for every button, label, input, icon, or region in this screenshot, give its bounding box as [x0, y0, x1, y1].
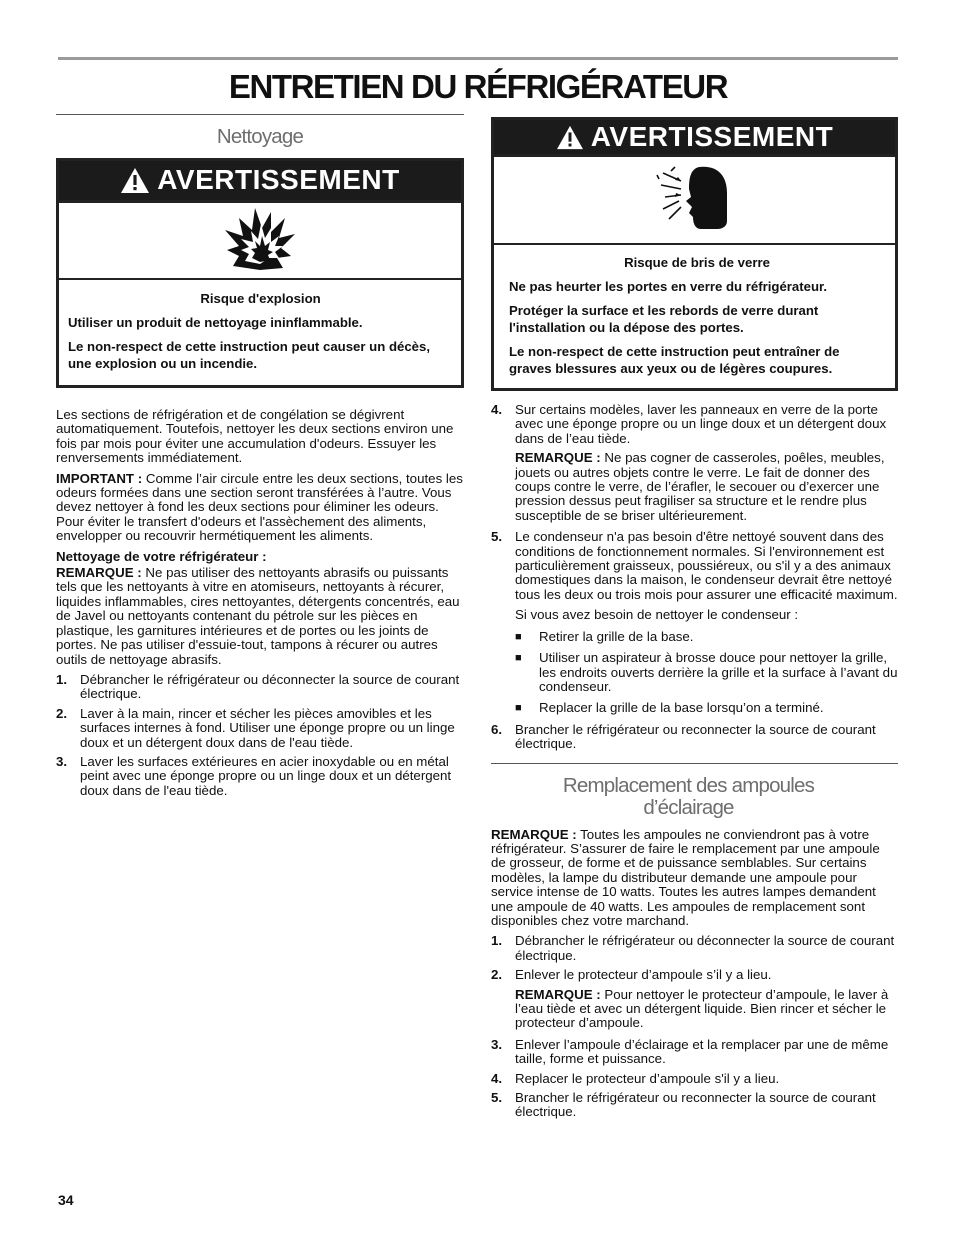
step-text: Enlever le protecteur d’ampoule s’il y a lieu. [515, 967, 772, 983]
warning-header-label: AVERTISSEMENT [590, 120, 834, 152]
list-item [491, 1038, 898, 1067]
step-text: Replacer le protecteur d’ampoule s'il y a lieu. [515, 1070, 780, 1086]
note-label: REMARQUE : [515, 450, 601, 466]
warning-header [59, 161, 461, 200]
list-item [56, 755, 464, 798]
square-bullet: ■ [515, 630, 522, 643]
square-bullet: ■ [515, 652, 522, 665]
list-item [491, 530, 898, 715]
important-label: IMPORTANT : [56, 470, 143, 486]
step-text: Laver à la main, rincer et sécher les pièces amovibles et les surfaces internes à fond. Utiliser une éponge propre ou un linge doux et un détergent doux dans de l'eau tiède. [80, 705, 455, 750]
list-item [491, 934, 898, 963]
warning-line-3: Le non-respect de cette instruction peut entraîner de graves blessures aux yeux ou de légères coupures. [509, 344, 840, 376]
step-text: Débrancher le réfrigérateur ou déconnecter la source de courant électrique. [80, 671, 460, 702]
list-item [491, 968, 898, 1031]
section-heading-bulbs [491, 775, 898, 819]
step-number: 6. [491, 721, 503, 737]
warning-header-label: AVERTISSEMENT [157, 164, 400, 196]
warning-text [59, 280, 461, 385]
bullet-text: Replacer la grille de la base lorsqu’on a terminé. [539, 700, 824, 716]
right-section-rule [491, 763, 898, 764]
list-item [56, 707, 464, 750]
step-note [515, 988, 898, 1031]
step-number: 4. [491, 402, 503, 417]
list-item [515, 651, 898, 694]
warning-pictogram-area [494, 154, 895, 245]
intro-paragraph: Les sections de réfrigération et de congélation se dégivrent automatiquement. Toutefois, nettoyer les deux sections environ une fois par mois pour éviter une accumulation d'odeurs. Essuyer les renversements immédiatement. [56, 407, 454, 466]
list-item [56, 673, 464, 702]
warning-line-2: Protéger la surface et les rebords de verre durant l'installation ou la dépose des portes. [509, 303, 819, 335]
step-note [515, 451, 898, 523]
condenser-bullets [515, 630, 898, 716]
heading-line-1: Remplacement des ampoules [562, 773, 815, 797]
step-text: Brancher le réfrigérateur ou reconnecter la source de courant électrique. [515, 721, 876, 752]
important-text: Comme l’air circule entre les deux sections, toutes les odeurs formées dans une section seront transférées à l’autre. Vous devez nettoyer à fond les deux sections pour éliminer les odeurs. Pour éviter le transfert d'odeurs et l'assèchement des aliments, envelopper ou recouvrir hermétiquement les aliments. [56, 470, 463, 544]
section-heading-nettoyage: Nettoyage [216, 125, 304, 148]
cleaning-note [56, 566, 464, 667]
note-text: Pour nettoyer le protecteur d’ampoule, le laver à l’eau tiède et avec un détergent liquide. Bien rincer et sécher le protecteur d’ampoule. [515, 986, 889, 1031]
step-text: Le condenseur n'a pas besoin d'être nettoyé souvent dans des conditions de fonctionnement normales. Si l'environnement est particulièrement graisseux, poussiéreux, ou s'il y a des animaux domestiques dans la maison, le condenseur devrait être nettoyé tous les deux ou trois mois pour assurer une efficacité maximum. [515, 529, 898, 602]
step-number: 2. [491, 967, 503, 983]
note-label: REMARQUE : [491, 826, 577, 842]
explosion-icon [225, 206, 295, 275]
step-number: 4. [491, 1070, 503, 1086]
left-section-rule [56, 114, 464, 115]
note-label: REMARQUE : [56, 565, 142, 581]
list-item [491, 1072, 898, 1086]
page-number: 34 [58, 1192, 74, 1208]
right-column [491, 117, 898, 1125]
warning-line-1: Utiliser un produit de nettoyage ininflammable. [68, 315, 363, 330]
list-item [515, 701, 898, 715]
warning-triangle-icon [120, 167, 150, 194]
list-item [491, 1091, 898, 1120]
note-text: Ne pas cogner de casseroles, poêles, meubles, jouets ou autres objets contre le verre. Le fait de donner des coups contre le verre, de l’érafler, le secouer ou d’exercer une pression dessus peut fragiliser sa structure et le rendre plus susceptible de se briser ultérieurement. [515, 450, 885, 523]
bulbs-note [491, 828, 898, 929]
note-text: Ne pas utiliser des nettoyants abrasifs ou puissants tels que les nettoyants à vitre en atomiseurs, nettoyants à récurer, liquides inflammables, cires nettoyantes, détergents concentrés, eau de Javel ou nettoyants contenant du pétrole sur les pièces en plastique, les garnitures intérieures et de portes ou les joints de portes. Ne pas utiliser d'essuie-tout, tampons à récurer ou autres outils de nettoyage abrasifs. [56, 565, 460, 667]
important-paragraph [56, 472, 464, 544]
warning-line-1: Ne pas heurter les portes en verre du réfrigérateur. [509, 279, 828, 294]
left-column [56, 114, 464, 803]
square-bullet: ■ [515, 702, 522, 715]
warning-pictogram-area [59, 200, 461, 280]
list-item [491, 403, 898, 523]
list-item [515, 630, 898, 644]
step-number: 1. [491, 933, 503, 949]
glass-shatter-face-icon [655, 163, 735, 236]
step-text: Brancher le réfrigérateur ou reconnecter la source de courant électrique. [515, 1090, 876, 1120]
step-number: 3. [56, 753, 68, 769]
step-text: Enlever l’ampoule d’éclairage et la remplacer par une de même taille, forme et puissance. [515, 1036, 889, 1067]
warning-header [494, 120, 895, 154]
step-subtext: Si vous avez besoin de nettoyer le condenseur : [515, 607, 799, 623]
top-rule [58, 57, 898, 60]
cleaning-steps [56, 673, 464, 798]
warning-box-glass [491, 117, 898, 391]
bullet-text: Retirer la grille de la base. [539, 628, 694, 644]
warning-box-explosion [56, 158, 464, 388]
step-text: Débrancher le réfrigérateur ou déconnecter la source de courant électrique. [515, 933, 895, 963]
step-number: 5. [491, 529, 503, 545]
warning-triangle-icon [556, 125, 584, 150]
bullet-text: Utiliser un aspirateur à brosse douce pour nettoyer la grille, les endroits ouverts derrière la grille et la surface à l’avant du condenseur. [539, 650, 898, 694]
cleaning-steps-continued [491, 403, 898, 752]
step-number: 1. [56, 671, 68, 687]
warning-text [494, 245, 895, 388]
cleaning-subhead: Nettoyage de votre réfrigérateur : [56, 548, 267, 564]
warning-risk: Risque d'explosion [200, 291, 321, 306]
step-number: 2. [56, 705, 68, 721]
step-number: 3. [491, 1036, 503, 1052]
step-text: Sur certains modèles, laver les panneaux en verre de la porte avec une éponge propre ou un linge doux et un détergent doux dans de l’eau tiède. [515, 402, 887, 446]
warning-line-2: Le non-respect de cette instruction peut causer un décès, une explosion ou un incendie. [68, 339, 431, 371]
step-number: 5. [491, 1090, 503, 1106]
heading-line-2: d’éclairage [643, 795, 734, 819]
warning-risk: Risque de bris de verre [624, 255, 770, 270]
bulb-steps [491, 934, 898, 1119]
list-item [491, 723, 898, 752]
note-text: Toutes les ampoules ne conviendront pas à votre réfrigérateur. S’assurer de faire le remplacement par une ampoule de grosseur, de forme et de puissance semblables. Sur certains modèles, la lampe du distributeur demande une ampoule pour service intense de 10 watts. Toutes les autres lampes demandent une ampoule de 40 watts. Les ampoules de remplacement sont disponibles chez votre marchand. [491, 826, 880, 928]
note-label: REMARQUE : [515, 986, 601, 1002]
step-text: Laver les surfaces extérieures en acier inoxydable ou en métal peint avec une éponge propre ou un linge doux et un détergent doux dans de l'eau tiède. [80, 753, 452, 798]
page-title: ENTRETIEN DU RÉFRIGÉRATEUR [228, 68, 728, 105]
